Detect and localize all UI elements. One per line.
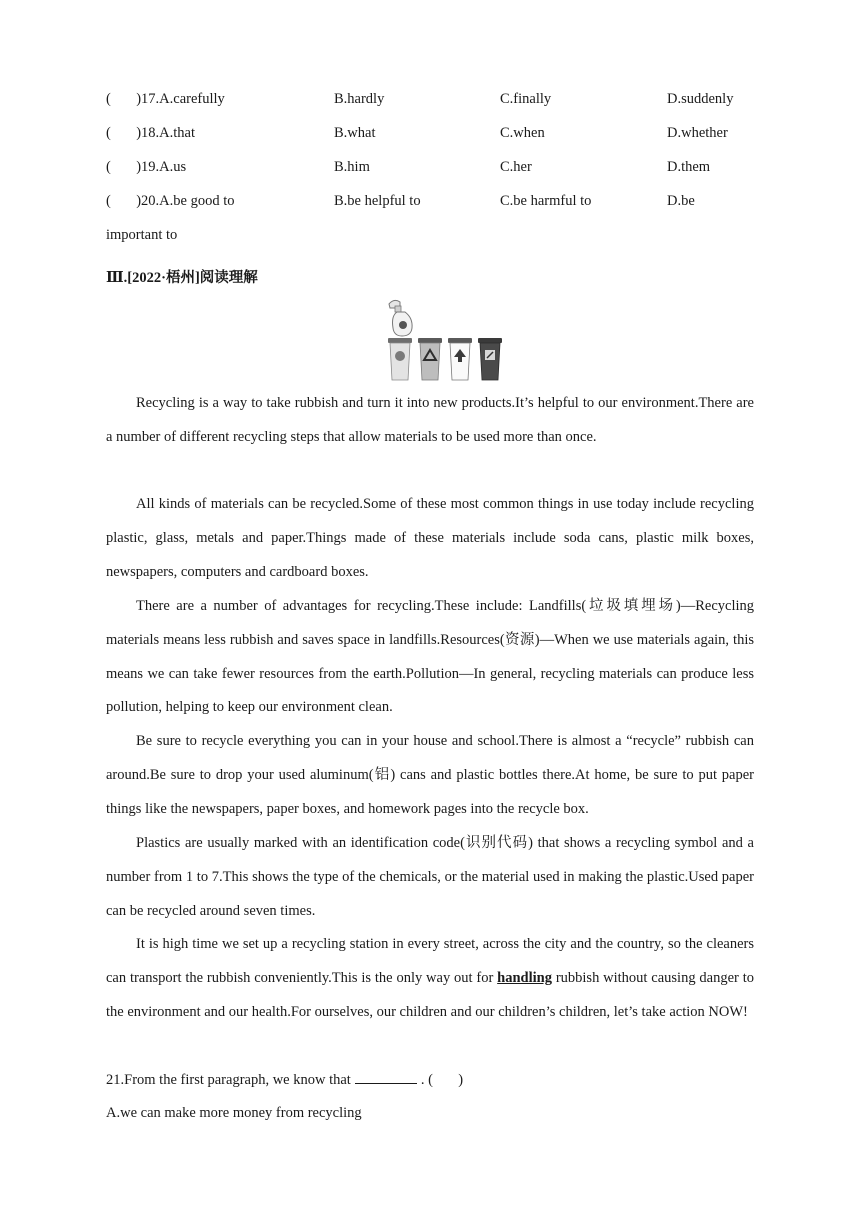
option-d: D.be — [667, 193, 695, 209]
mcq-row-19 — [106, 159, 756, 179]
option-d-continuation: important to — [106, 227, 178, 243]
section-heading: Ⅲ.[2022·梧州]阅读理解 — [106, 270, 258, 286]
option-d: D.whether — [667, 125, 728, 141]
question-21-option-a: A.we can make more money from recycling — [106, 1105, 362, 1121]
option-b: B.be helpful to — [334, 193, 421, 209]
option-c: C.her — [500, 159, 532, 175]
passage-paragraph-5: Plastics are usually marked with an identification code(识别代码) that shows a recycling symbol and a number from 1 to 7.This shows the type of the chemicals, or the material used in making the plastic.Used paper can be recycled around seven times. — [106, 835, 754, 919]
option-a: ( )19.A.us — [106, 159, 187, 175]
option-a: ( )20.A.be good to — [106, 193, 235, 209]
mcq-row-20 — [106, 193, 756, 213]
answer-blank[interactable] — [355, 1071, 417, 1084]
recycling-bins-illustration — [385, 298, 507, 382]
question-stem: 21.From the first paragraph, we know that — [106, 1072, 351, 1088]
option-c: C.be harmful to — [500, 193, 592, 209]
option-a: ( )17.A.carefully — [106, 91, 225, 107]
option-b: B.him — [334, 159, 370, 175]
option-d: D.them — [667, 159, 711, 175]
paragraph-text: rubbish without causing danger to the environment and our health.For ourselves, our children and our children’s children, let’s take action NOW! — [106, 969, 754, 1020]
other-waste-bin-icon — [448, 338, 472, 380]
passage-paragraph-6 — [106, 928, 754, 1029]
option-b: B.hardly — [334, 91, 385, 107]
mcq-row-17 — [106, 91, 756, 111]
hazardous-waste-bin-icon — [478, 338, 502, 380]
option-b: B.what — [334, 125, 376, 141]
hand-dropping-bottle-icon — [389, 300, 412, 336]
question-21 — [106, 1071, 463, 1089]
passage-paragraph-1: Recycling is a way to take rubbish and turn it into new products.It’s helpful to our environment.There are a number of different recycling steps that allow materials to be used more than once. — [106, 395, 754, 445]
highlighted-word: handling — [497, 969, 552, 986]
paragraph-text: It is high time we set up a recycling station in every street, across the city and the country, so the cleaners can transport the rubbish conveniently.This is the only way out for — [106, 936, 754, 986]
option-d: D.suddenly — [667, 91, 734, 107]
recyclable-bin-icon — [418, 338, 442, 380]
passage-paragraph-4: Be sure to recycle everything you can in your house and school.There is almost a “recycle” rubbish can around.Be sure to drop your used aluminum(铝) cans and plastic bottles there.At home, be sure to put paper things like the newspapers, paper boxes, and homework pages into the recycle box. — [106, 733, 754, 817]
option-c: C.when — [500, 125, 545, 141]
option-c: C.finally — [500, 91, 552, 107]
passage-paragraph-3: There are a number of advantages for recycling.These include: Landfills(垃圾填埋场)—Recycling materials means less rubbish and saves space in landfills.Resources(资源)—When we use materials again, this means we can take fewer resources from the earth.Pollution—In general, recycling materials can produce less pollution, helping to keep our environment clean. — [106, 598, 754, 716]
kitchen-waste-bin-icon — [388, 338, 412, 380]
mcq-row-18 — [106, 125, 756, 145]
option-a: ( )18.A.that — [106, 125, 195, 141]
question-tail: . ( ) — [420, 1072, 464, 1088]
passage-paragraph-2: All kinds of materials can be recycled.Some of these most common things in use today include recycling plastic, glass, metals and paper.Things made of these materials include soda cans, plastic milk boxes, newspapers, computers and cardboard boxes. — [106, 496, 754, 580]
